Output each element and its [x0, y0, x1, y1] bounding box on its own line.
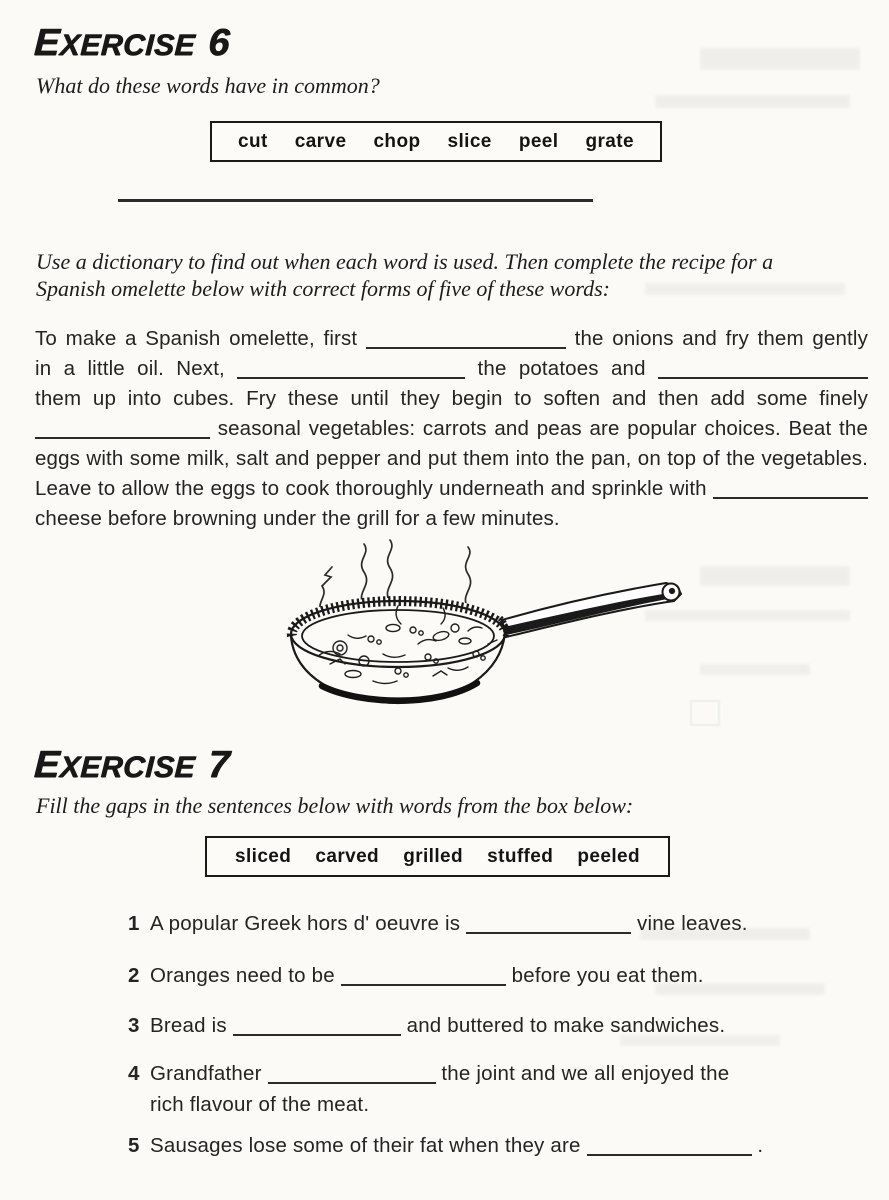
text-run: Oranges need to be [150, 964, 341, 987]
text-run: the onions and fry them gently [565, 327, 868, 350]
word-box-item: grate [585, 130, 634, 152]
text-run: the potatoes and [465, 357, 658, 380]
instruction-line-1: Use a dictionary to find out when each word is used. Then complete the recipe for a [36, 249, 774, 274]
text-run: Sausages lose some of their fat when they are [150, 1134, 587, 1157]
text-run: and buttered to make sandwiches. [400, 1014, 726, 1037]
exercise6-word-box [210, 121, 662, 162]
instruction-line-2: Spanish omelette below with correct forms of five of these words: [36, 276, 610, 301]
exercise7-question: Fill the gaps in the sentences below with words from the box below: [36, 793, 634, 818]
fill-in-blank[interactable] [713, 483, 868, 499]
exercise6-answer-line[interactable] [118, 199, 593, 202]
text-run: To make a Spanish omelette, first [35, 327, 366, 350]
recipe-line [35, 504, 868, 534]
text-run: them up into cubes. Fry these until they begin to soften and then add some finely [35, 387, 868, 410]
exercise7-title-lead: E [32, 744, 61, 786]
recipe-line [35, 414, 868, 444]
text-run: rich flavour of the meat. [150, 1093, 370, 1116]
exercise6-title-rest: XERCISE [58, 29, 196, 62]
text-run: Bread is [150, 1014, 233, 1037]
fill-in-blank[interactable] [587, 1140, 752, 1156]
sentence-item [128, 1058, 729, 1120]
text-run: Grandfather [150, 1062, 268, 1085]
recipe-line [35, 444, 868, 474]
exercise7-word-box [205, 836, 670, 877]
sentence-item [128, 960, 704, 991]
recipe-line [35, 354, 868, 384]
fill-in-blank[interactable] [268, 1068, 436, 1084]
text-run: the joint and we all enjoyed the [435, 1062, 730, 1085]
sentence-number: 2 [128, 964, 140, 987]
text-run: cheese before browning under the grill for a few minutes. [35, 507, 560, 530]
text-run: . [751, 1134, 764, 1157]
recipe-line [35, 324, 868, 354]
fill-in-blank[interactable] [237, 363, 465, 379]
word-box-item: peel [518, 130, 559, 152]
fill-in-blank[interactable] [366, 333, 566, 349]
pan-body [291, 583, 681, 704]
text-run: eggs with some milk, salt and pepper and put them into the pan, on top of the vegetables. [35, 447, 868, 470]
text-run: in a little oil. Next, [35, 357, 238, 380]
recipe-line [35, 474, 868, 504]
sentence-item [128, 1130, 763, 1161]
fill-in-blank[interactable] [233, 1020, 401, 1036]
exercise7-title-rest: XERCISE [58, 751, 196, 784]
word-box-item: sliced [235, 845, 292, 867]
word-box-item: slice [447, 130, 492, 152]
sentence-number: 4 [128, 1062, 140, 1085]
fill-in-blank[interactable] [466, 918, 631, 934]
sentence-text [150, 1130, 763, 1161]
sentence-text [150, 960, 704, 991]
frying-pan-illustration [278, 536, 698, 720]
recipe-paragraph [35, 324, 868, 534]
fill-in-blank[interactable] [341, 970, 506, 986]
exercise6-title [33, 24, 231, 62]
sentence-number: 3 [128, 1014, 140, 1037]
exercise7-title-number: 7 [206, 744, 231, 786]
exercise6-title-number: 6 [206, 22, 231, 64]
text-run: seasonal vegetables: carrots and peas are popular choices. Beat the [210, 417, 868, 440]
sentence-number: 1 [128, 912, 140, 935]
sentence-number: 5 [128, 1134, 140, 1157]
text-run: before you eat them. [505, 964, 704, 987]
recipe-line [35, 384, 868, 414]
word-box-item: carved [315, 845, 380, 867]
text-run: A popular Greek hors d' oeuvre is [150, 912, 467, 935]
fill-in-blank[interactable] [35, 423, 210, 439]
exercise6-title-lead: E [32, 22, 61, 64]
exercise7-title [33, 746, 231, 784]
word-box-item: carve [294, 130, 347, 152]
word-box-item: stuffed [487, 845, 554, 867]
word-box-item: chop [373, 130, 421, 152]
fill-in-blank[interactable] [658, 363, 868, 379]
text-run: vine leaves. [631, 912, 748, 935]
sentence-text [150, 1058, 729, 1120]
word-box-item: peeled [577, 845, 640, 867]
word-box-item: grilled [403, 845, 463, 867]
word-box-item: cut [238, 130, 268, 152]
exercise6-question: What do these words have in common? [36, 73, 380, 98]
text-run: Leave to allow the eggs to cook thoroughly underneath and sprinkle with [35, 477, 713, 500]
